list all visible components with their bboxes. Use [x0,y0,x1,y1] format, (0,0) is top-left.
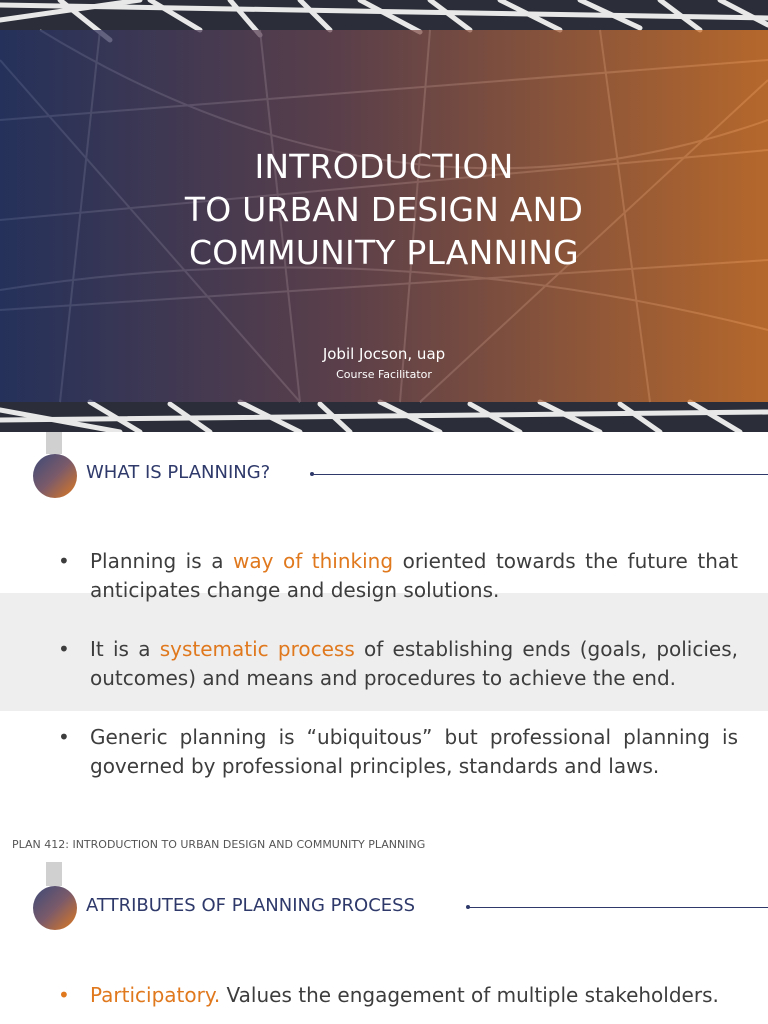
highlight-text: way of thinking [233,549,394,573]
author-role: Course Facilitator [336,368,432,381]
bullet-dot-icon: • [58,549,70,573]
section-heading: WHAT IS PLANNING? [86,462,271,483]
section-heading: ATTRIBUTES OF PLANNING PROCESS [86,895,415,916]
presentation-title [0,145,768,274]
bullet-dot-icon: • [58,637,70,661]
highlight-text: systematic process [159,637,355,661]
bullet-dot-icon: • [58,725,70,749]
bullet-text: oriented towards the future that anticipates change and design solutions. [90,549,739,602]
title-line: COMMUNITY PLANNING [189,233,579,272]
list-item [58,547,738,605]
bullet-list [58,547,738,781]
bullet-text: of establishing ends (goals, policies, outcomes) and means and procedures to achieve the end. [90,637,739,690]
title-slide [0,0,768,432]
bullet-dot-icon: • [58,983,70,1007]
heading-circle-icon [33,886,77,930]
highlight-text: Participatory. [90,983,221,1007]
bullet-list [58,981,738,1010]
heading-circle-icon [33,454,77,498]
heading-divider [468,907,768,908]
author-name: Jobil Jocson, uap [322,345,446,363]
heading-divider [312,474,768,475]
list-item [58,723,738,781]
bullet-text: Values the engagement of multiple stakeholders. [220,983,719,1007]
bullet-text: Generic planning is “ubiquitous” but professional planning is governed by professional principles, standards and laws. [90,725,738,778]
list-item [58,635,738,693]
bullet-text: It is a [90,637,160,661]
bullet-text: Planning is a [90,549,233,573]
slide-footer: PLAN 412: INTRODUCTION TO URBAN DESIGN AND COMMUNITY PLANNING [12,838,426,851]
accent-bar [46,432,62,454]
list-item [58,981,738,1010]
accent-bar [46,862,62,886]
title-line: TO URBAN DESIGN AND [184,190,584,229]
title-line: INTRODUCTION [254,147,514,186]
